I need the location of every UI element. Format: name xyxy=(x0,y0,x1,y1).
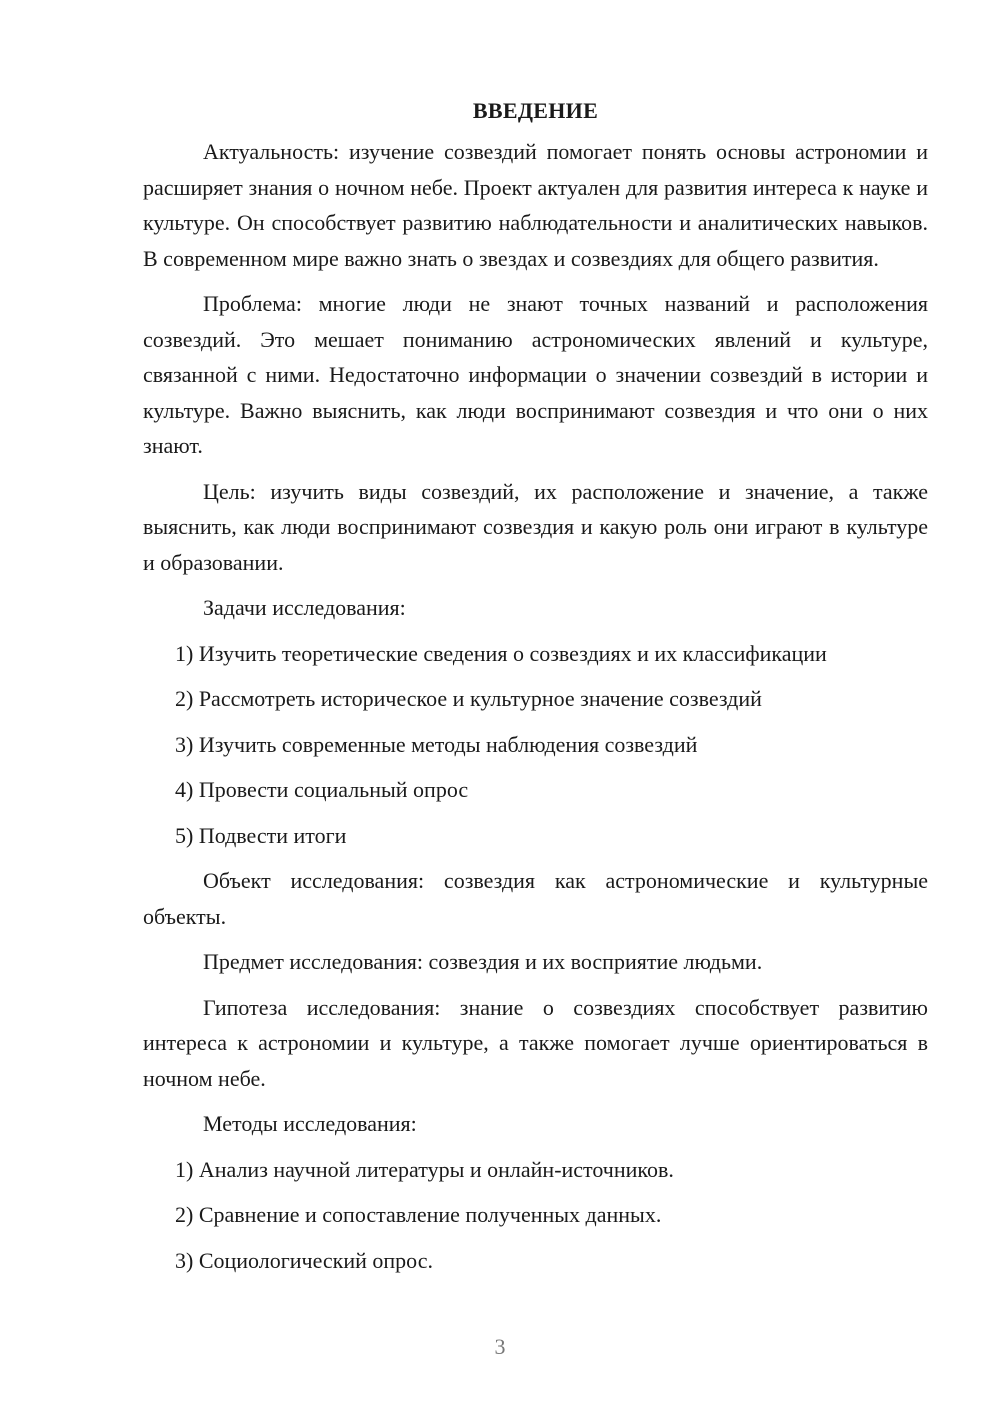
paragraph-goal: Цель: изучить виды созвездий, их расположение и значение, а также выяснить, как люди воспринимают созвездия и какую роль они играют в культуре и образовании. xyxy=(143,478,928,575)
paragraph-object: Объект исследования: созвездия как астрономические и культурные объекты. xyxy=(143,868,928,929)
paragraph-relevance: Актуальность: изучение созвездий помогает понять основы астрономии и расширяет знания о ночном небе. Проект актуален для развития интереса к науке и культуре. Он способствует развитию наблюдательности и аналитических навыков. В современном мире важно знать о звездах и созвездиях для общего развития. xyxy=(143,139,928,271)
methods-label: Методы исследования: xyxy=(203,1111,417,1136)
document-page xyxy=(143,93,928,1288)
list-item: 1) Анализ научной литературы и онлайн-источников. xyxy=(175,1156,674,1182)
list-item: 3) Изучить современные методы наблюдения созвездий xyxy=(175,731,698,757)
paragraph-subject: Предмет исследования: созвездия и их восприятие людьми. xyxy=(203,949,763,974)
paragraph-problem: Проблема: многие люди не знают точных названий и расположения созвездий. Это мешает пониманию астрономических явлений и культуре, связанной с ними. Недостаточно информации о значении созвездий в истории и культуре. Важно выяснить, как люди воспринимают созвездия и что они о них знают. xyxy=(143,291,928,458)
list-item: 2) Рассмотреть историческое и культурное значение созвездий xyxy=(175,686,762,711)
tasks-list xyxy=(143,636,928,854)
list-item: 4) Провести социальный опрос xyxy=(175,777,469,802)
list-item: 5) Подвести итоги xyxy=(175,822,347,848)
methods-list xyxy=(143,1152,928,1279)
page-number: 3 xyxy=(494,1334,506,1359)
list-item: 1) Изучить теоретические сведения о созвездиях и их классификации xyxy=(175,640,827,666)
tasks-label: Задачи исследования: xyxy=(203,595,406,620)
paragraph-hypothesis: Гипотеза исследования: знание о созвездиях способствует развитию интереса к астрономии и культуре, а также помогает лучше ориентироваться в ночном небе. xyxy=(143,994,928,1091)
list-item: 3) Социологический опрос. xyxy=(175,1247,433,1273)
list-item: 2) Сравнение и сопоставление полученных данных. xyxy=(175,1202,662,1227)
section-heading: ВВЕДЕНИЕ xyxy=(472,98,599,123)
